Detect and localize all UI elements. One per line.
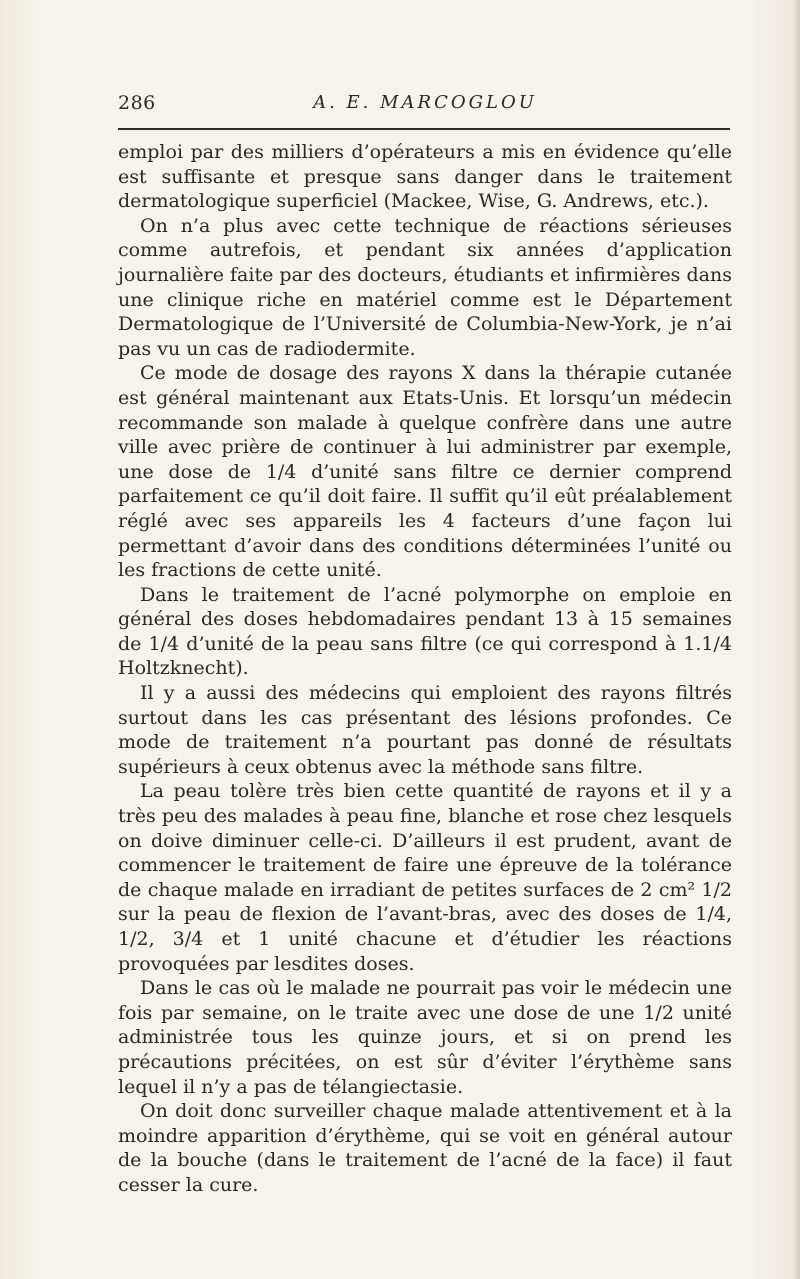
paragraph: emploi par des milliers d’opérateurs a mis en évidence qu’elle est suffisante et presque sans danger dans le traitement dermatologique superficiel (Mackee, Wise, G. Andrews, etc.). bbox=[118, 141, 732, 213]
paragraph: Il y a aussi des médecins qui emploient des rayons filtrés surtout dans les cas présentant des lésions profondes. Ce mode de traitement n’a pourtant pas donné de résultats supérieurs à ceux obtenus avec la méthode sans filtre. bbox=[118, 682, 732, 778]
paragraph: On n’a plus avec cette technique de réactions sérieuses comme autrefois, et pendant six années d’application journalière faite par des docteurs, étudiants et infirmières dans une clinique riche en matériel comme est le Département Dermatologique de l’Université de Columbia-New-York, je n’ai pas vu un cas de radiodermite. bbox=[118, 214, 732, 360]
header-rule bbox=[118, 128, 730, 130]
paragraph: Dans le traitement de l’acné polymorphe on emploie en général des doses hebdomadaires pendant 13 à 15 semaines de 1/4 d’unité de la peau sans filtre (ce qui correspond à 1.1/4 Holtzknecht). bbox=[118, 583, 732, 680]
paragraph: La peau tolère très bien cette quantité de rayons et il y a très peu des malades à peau fine, blanche et rose chez lesquels on doive diminuer celle-ci. D’ailleurs il est prudent, avant de commencer le traitement de faire une épreuve de la tolérance de chaque malade en irradiant de petites surfaces de 2 cm² 1/2 sur la peau de flexion de l’avant-bras, avec des doses de 1/4, 1/2, 3/4 et 1 unité chacune et d’étudier les réactions provoquées par lesdites doses. bbox=[118, 780, 732, 975]
page-edge-shadow bbox=[792, 0, 800, 1279]
paragraph: On doit donc surveiller chaque malade attentivement et à la moindre apparition d’érythème, qui se voit en général autour de la bouche (dans le traitement de l’acné de la face) il faut cesser la cure. bbox=[118, 1100, 732, 1196]
paragraph: Ce mode de dosage des rayons X dans la thérapie cutanée est général maintenant aux Etats-Unis. Et lorsqu’un médecin recommande son malade à quelque confrère dans une autre ville avec prière de continuer à lui administrer par exemple, une dose de 1/4 d’unité sans filtre ce dernier comprend parfaitement ce qu’il doit faire. Il suffit qu’il eût préalablement réglé avec ses appareils les 4 facteurs d’une façon lui permettant d’avoir dans des conditions déterminées l’unité ou les fractions de cette unité. bbox=[118, 362, 732, 582]
page-number: 286 bbox=[118, 92, 156, 114]
body-text bbox=[118, 140, 732, 1198]
paragraph: Dans le cas où le malade ne pourrait pas voir le médecin une fois par semaine, on le traite avec une dose de une 1/2 unité administrée tous les quinze jours, et si on prend les précautions précitées, on est sûr d’éviter l’érythème sans lequel il n’y a pas de télangiectasie. bbox=[118, 977, 732, 1098]
running-head: A. E. MARCOGLOU bbox=[313, 92, 537, 113]
page-header bbox=[118, 92, 732, 122]
